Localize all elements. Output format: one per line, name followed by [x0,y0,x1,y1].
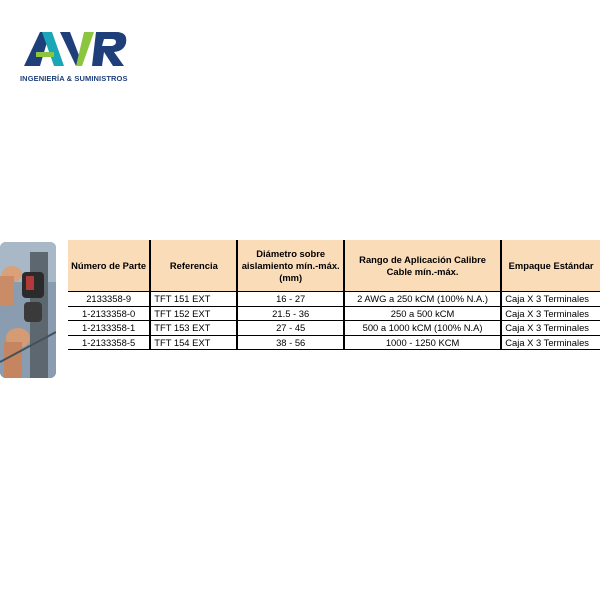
header-diameter: Diámetro sobre aislamiento mín.-máx. (mm) [237,240,343,292]
cell-part-number: 1-2133358-0 [68,306,150,321]
cell-part-number: 1-2133358-5 [68,335,150,350]
cell-diameter: 21.5 - 36 [237,306,343,321]
table-row [68,306,600,321]
cell-diameter: 38 - 56 [237,335,343,350]
cell-diameter: 27 - 45 [237,321,343,336]
cell-reference: TFT 154 EXT [150,335,237,350]
cell-application-range: 250 a 500 kCM [344,306,501,321]
cell-packaging: Caja X 3 Terminales [501,335,600,350]
table-header-row [68,240,600,292]
header-packaging: Empaque Estándar [501,240,600,292]
product-photo [0,242,56,378]
header-part-number: Número de Parte [68,240,150,292]
cell-packaging: Caja X 3 Terminales [501,321,600,336]
cell-reference: TFT 151 EXT [150,292,237,307]
table-row [68,335,600,350]
cell-part-number: 1-2133358-1 [68,321,150,336]
header-application-range: Rango de Aplicación Calibre Cable mín.-máx. [344,240,501,292]
cell-diameter: 16 - 27 [237,292,343,307]
cell-part-number: 2133358-9 [68,292,150,307]
cell-packaging: Caja X 3 Terminales [501,292,600,307]
cell-reference: TFT 152 EXT [150,306,237,321]
cell-reference: TFT 153 EXT [150,321,237,336]
cell-packaging: Caja X 3 Terminales [501,306,600,321]
logo-tagline: INGENIERÍA & SUMINISTROS [20,74,128,83]
avr-logo-icon [20,26,132,72]
tool-photo-icon [0,242,56,378]
company-logo [20,26,130,82]
cell-application-range: 1000 - 1250 KCM [344,335,501,350]
table-row [68,321,600,336]
header-reference: Referencia [150,240,237,292]
cell-application-range: 2 AWG a 250 kCM (100% N.A.) [344,292,501,307]
cell-application-range: 500 a 1000 kCM (100% N.A) [344,321,501,336]
spec-table [68,240,600,350]
table-row [68,292,600,307]
